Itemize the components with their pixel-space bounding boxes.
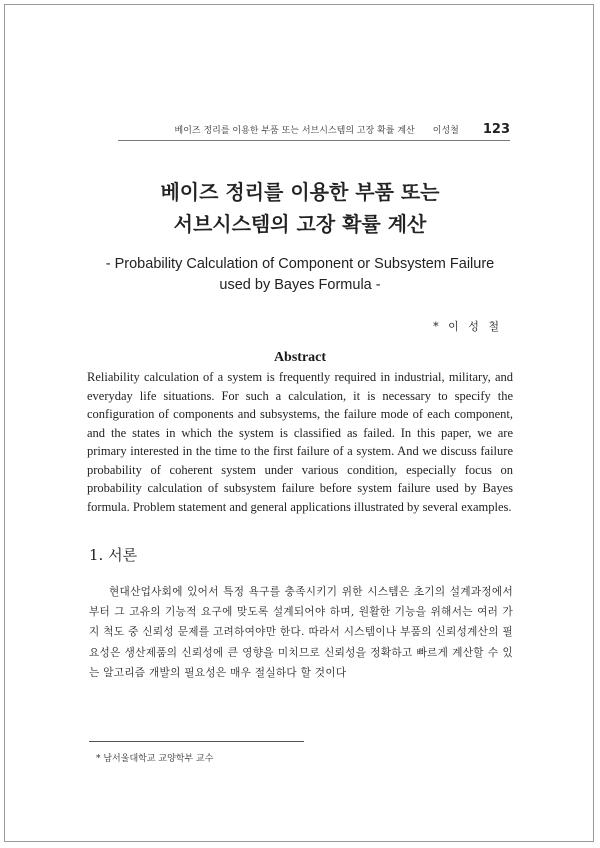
title-line-2: 서브시스템의 고장 확률 계산 <box>173 212 427 236</box>
subtitle-line-2: used by Bayes Formula - <box>219 277 381 293</box>
paper-title <box>100 176 500 240</box>
author-name: * 이 성 철 <box>433 320 502 333</box>
section-body: 현대산업사회에 있어서 특정 욕구를 충족시키기 위한 시스템은 초기의 설계과정에서부터 그 고유의 기능적 요구에 맞도록 설계되어야 하며, 원활한 기능을 위해서는 여러 가지 척도 중 신뢰성 문제를 고려하여야만 한다. 따라서 시스템이나 부품의 신뢰성계산의 필요성은 생산제품의 신뢰성에 큰 영향을 미치므로 신뢰성을 정확하고 빠르게 계산할 수 있는 알고리즘 개발의 필요성은 매우 절실하다 할 것이다 <box>89 586 513 679</box>
section-heading: 1. 서론 <box>89 546 138 564</box>
running-title: 베이즈 정리를 이용한 부품 또는 서브시스템의 고장 확률 계산 <box>174 126 415 136</box>
subtitle-line-1: - Probability Calculation of Component or Subsystem Failure <box>105 256 495 272</box>
footnote-rule <box>89 741 304 742</box>
paper-subtitle <box>100 254 500 296</box>
running-header <box>118 122 510 137</box>
footnote: * 남서울대학교 교양학부 교수 <box>96 754 214 764</box>
page-number: 123 <box>482 122 510 137</box>
header-rule <box>118 140 510 141</box>
running-author: 이성철 <box>432 126 459 136</box>
abstract-heading: Abstract <box>273 350 327 365</box>
abstract-body: Reliability calculation of a system is frequently required in industrial, military, and everyday life situations. For such a calculation, it is necessary to specify the configuration of components and subsystems, the failure mode of each component, and the states in which the system is classified as failed. In this paper, we are primary interested in the time to the first failure of a system. And we discuss failure probability of coherent system under various condition, especially focus on probability calculation of subsystem failure before system failure used by Bayes formula. Problem statement and general applications illustrated by several examples. <box>87 370 513 514</box>
title-line-1: 베이즈 정리를 이용한 부품 또는 <box>160 180 440 204</box>
